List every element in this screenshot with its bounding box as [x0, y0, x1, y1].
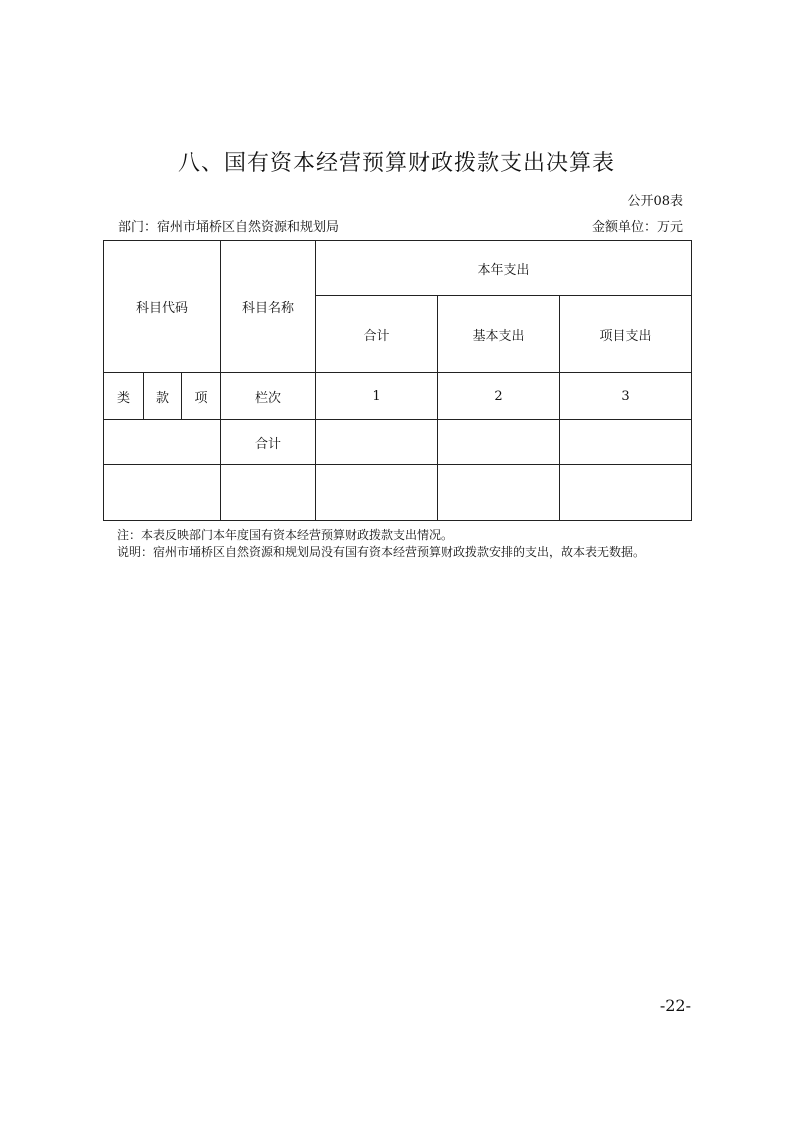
header-project-expenditure: 项目支出	[560, 296, 692, 373]
page-title: 八、国有资本经营预算财政拨款支出决算表	[177, 151, 615, 176]
amount-unit-label: 金额单位：万元	[591, 220, 683, 235]
column-number-3: 3	[560, 373, 692, 420]
note-line: 注：本表反映部门本年度国有资本经营预算财政拨款支出情况。	[117, 528, 454, 542]
label-column-index: 栏次	[221, 373, 316, 420]
empty-row-code	[104, 465, 221, 521]
empty-row-project	[560, 465, 692, 521]
header-basic-expenditure: 基本支出	[438, 296, 560, 373]
header-subject-name: 科目名称	[221, 241, 316, 373]
total-row-project	[560, 420, 692, 465]
empty-row-total	[316, 465, 438, 521]
label-item: 项	[182, 373, 221, 420]
table-row-empty	[104, 465, 692, 521]
header-total: 合计	[316, 296, 438, 373]
expenditure-table	[103, 240, 692, 521]
total-row-basic	[438, 420, 560, 465]
explanation-line: 说明：宿州市埇桥区自然资源和规划局没有国有资本经营预算财政拨款安排的支出，故本表无数据。	[117, 545, 646, 559]
table-row-total	[104, 420, 692, 465]
notes-block	[117, 527, 645, 561]
total-row-code	[104, 420, 221, 465]
total-row-total	[316, 420, 438, 465]
label-section: 款	[144, 373, 182, 420]
label-category: 类	[104, 373, 144, 420]
header-subject-code: 科目代码	[104, 241, 221, 373]
column-number-2: 2	[438, 373, 560, 420]
empty-row-basic	[438, 465, 560, 521]
total-row-label: 合计	[221, 420, 316, 465]
empty-row-name	[221, 465, 316, 521]
department-label: 部门：宿州市埇桥区自然资源和规划局	[118, 220, 340, 235]
table-code: 公开08表	[627, 194, 683, 209]
column-number-1: 1	[316, 373, 438, 420]
header-this-year-expenditure: 本年支出	[316, 241, 692, 296]
page-number: -22-	[659, 996, 691, 1015]
